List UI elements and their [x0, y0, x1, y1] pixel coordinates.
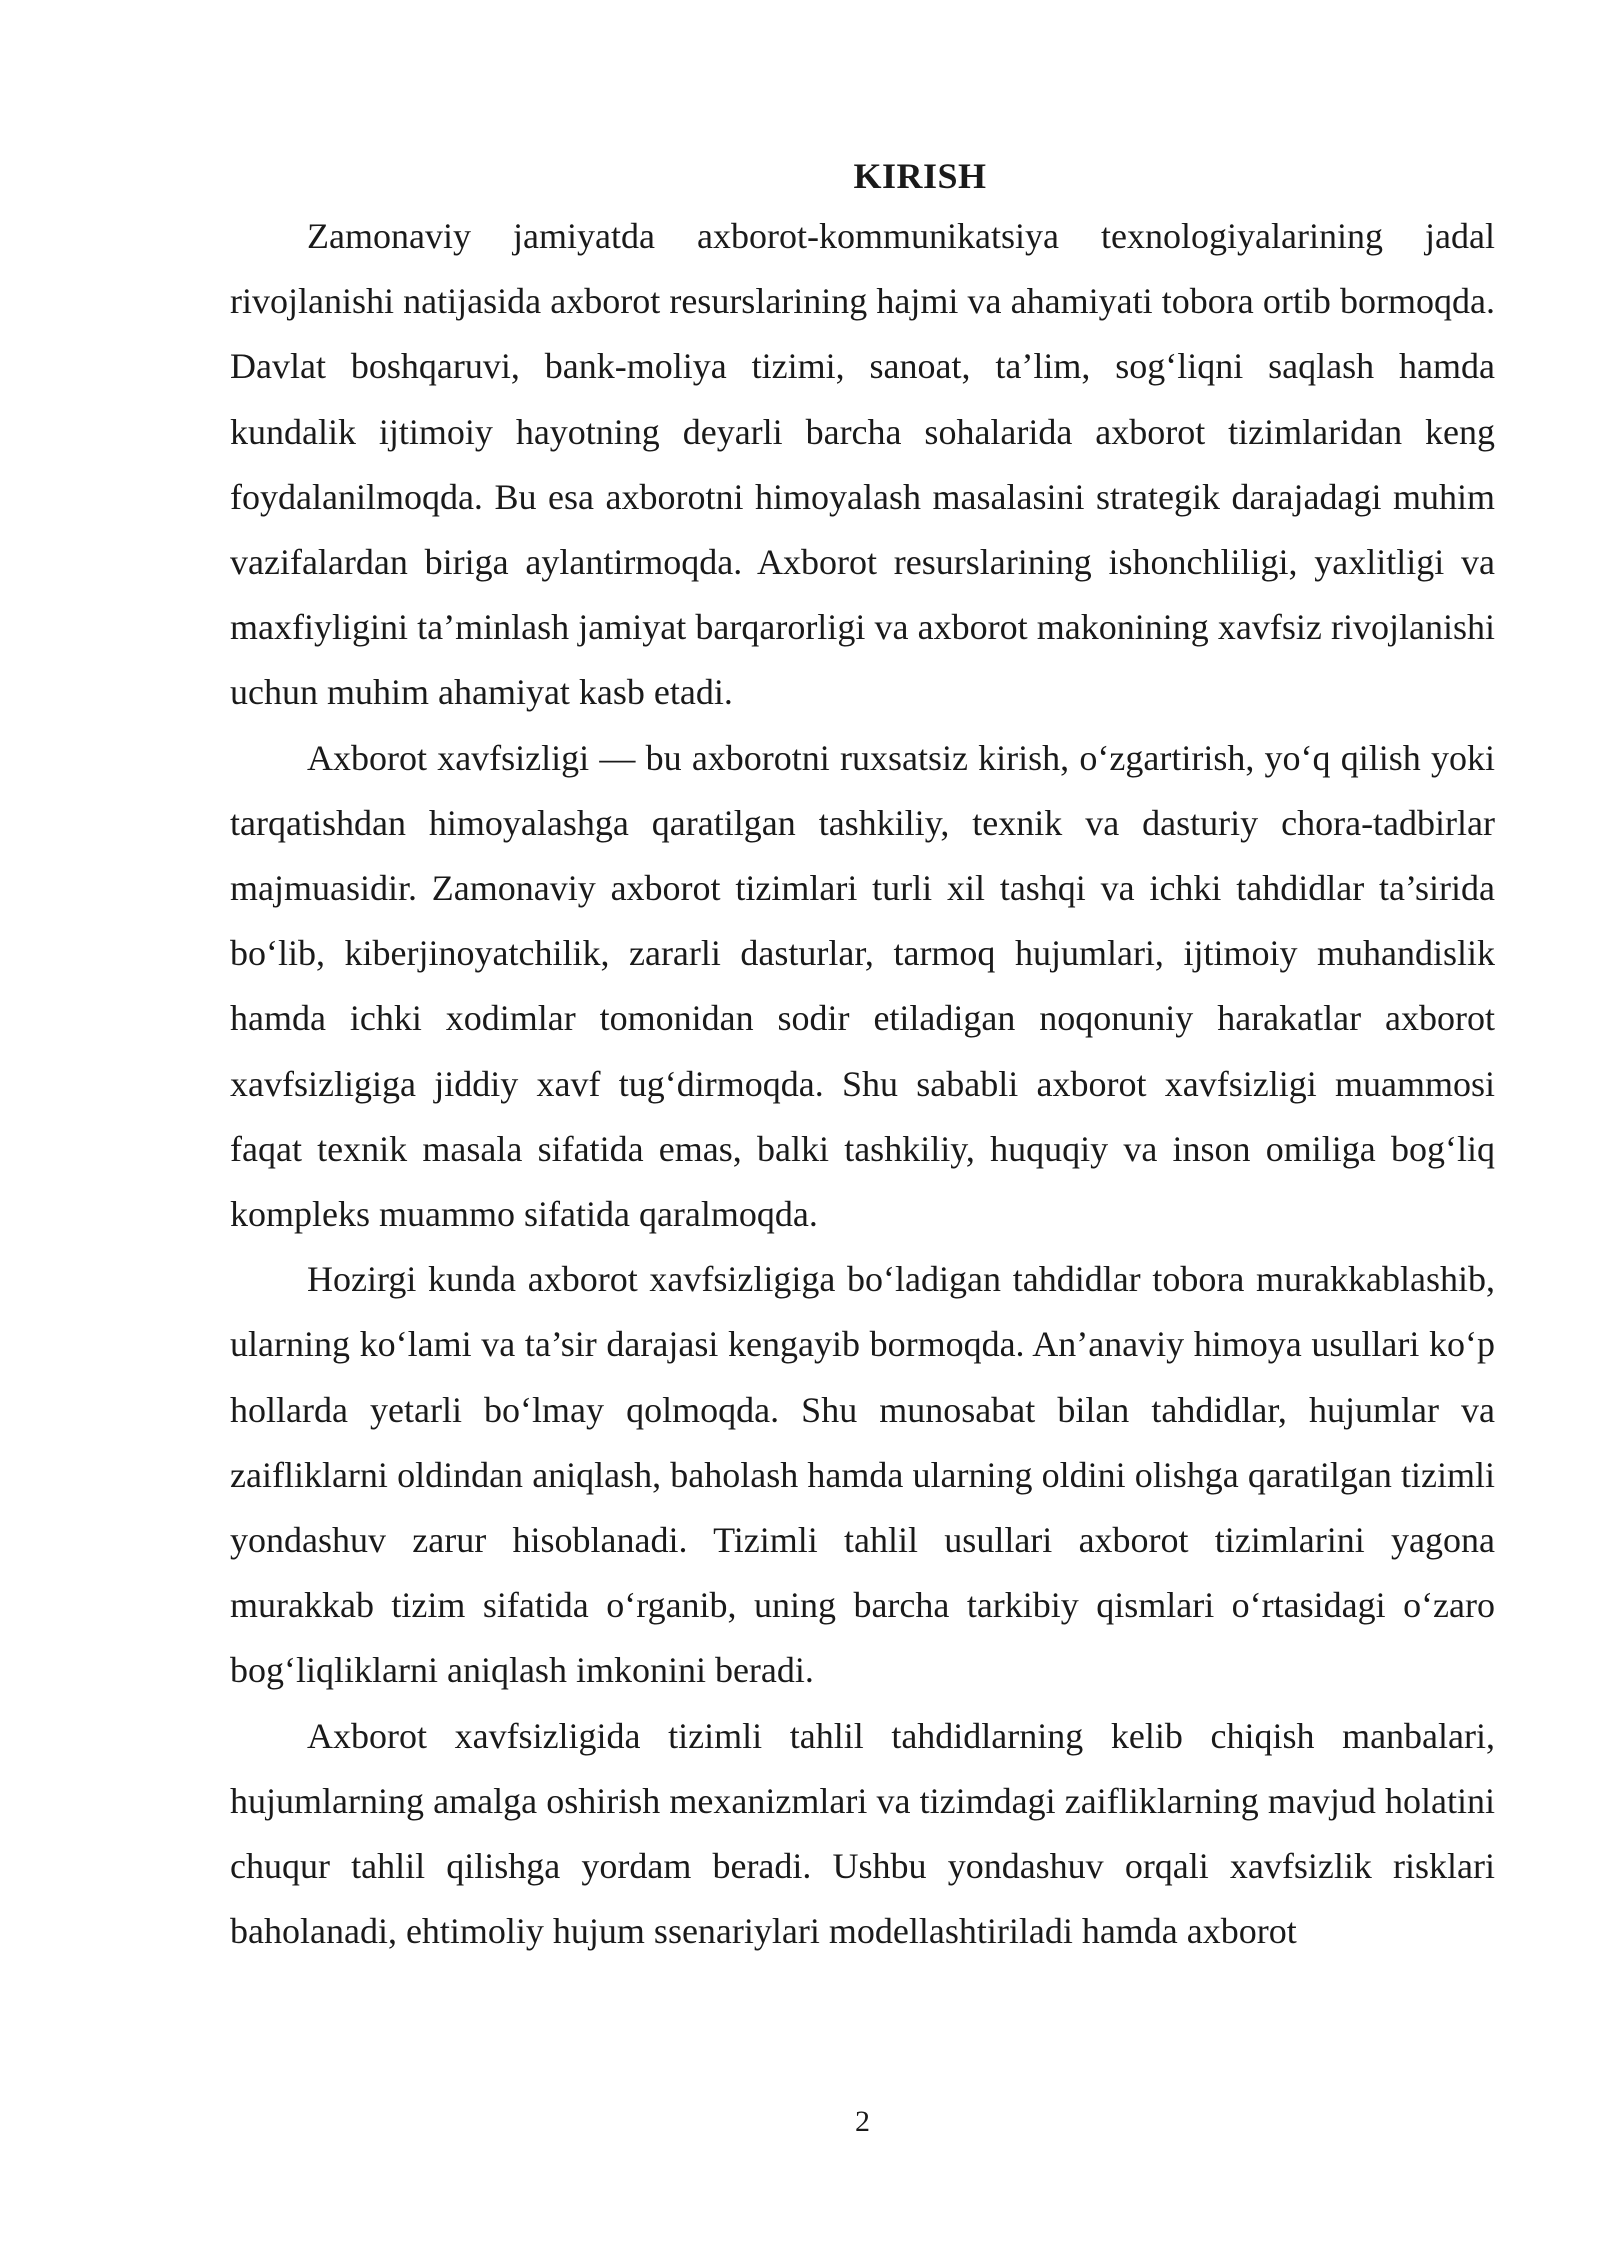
- paragraph-4: Axborot xavfsizligida tizimli tahlil tahdidlarning kelib chiqish manbalari, hujumlarning amalga oshirish mexanizmlari va tizimdagi zaifliklarning mavjud holatini chuqur tahlil qilishga yordam beradi. Ushbu yondashuv orqali xavfsizlik risklari baholanadi, ehtimoliy hujum ssenariylari modellashtiriladi hamda axborot: [230, 1715, 1495, 1952]
- page-number: 2: [855, 2105, 870, 2138]
- paragraph-1: Zamonaviy jamiyatda axborot-kommunikatsiya texnologiyalarining jadal rivojlanishi natijasida axborot resurslarining hajmi va ahamiyati tobora ortib bormoqda. Davlat boshqaruvi, bank-moliya tizimi, sanoat, ta’lim, sog‘liqni saqlash hamda kundalik ijtimoiy hayotning deyarli barcha sohalarida axborot tizimlaridan keng foydalanilmoqda. Bu esa axborotni himoyalash masalasini strategik darajadagi muhim vazifalardan biriga aylantirmoqda. Axborot resurslarining ishonchliligi, yaxlitligi va maxfiyligini ta’minlash jamiyat barqarorligi va axborot makonining xavfsiz rivojlanishi uchun muhim ahamiyat kasb etadi.: [230, 216, 1495, 713]
- paragraph-3: Hozirgi kunda axborot xavfsizligiga bo‘ladigan tahdidlar tobora murakkablashib, ularning ko‘lami va ta’sir darajasi kengayib bormoqda. An’anaviy himoya usullari ko‘p hollarda yetarli bo‘lmay qolmoqda. Shu munosabat bilan tahdidlar, hujumlar va zaifliklarni oldindan aniqlash, baholash hamda ularning oldini olishga qaratilgan tizimli yondashuv zarur hisoblanadi. Tizimli tahlil usullari axborot tizimlarini yagona murakkab tizim sifatida o‘rganib, uning barcha tarkibiy qismlari o‘rtasidagi o‘zaro bog‘liqliklarni aniqlash imkonini beradi.: [230, 1259, 1495, 1691]
- document-body: [230, 148, 1495, 1964]
- paragraph-2: Axborot xavfsizligi — bu axborotni ruxsatsiz kirish, o‘zgartirish, yo‘q qilish yoki tarqatishdan himoyalashga qaratilgan tashkiliy, texnik va dasturiy chora-tadbirlar majmuasidir. Zamonaviy axborot tizimlari turli xil tashqi va ichki tahdidlar ta’sirida bo‘lib, kiberjinoyatchilik, zararli dasturlar, tarmoq hujumlari, ijtimoiy muhandislik hamda ichki xodimlar tomonidan sodir etiladigan noqonuniy harakatlar axborot xavfsizligiga jiddiy xavf tug‘dirmoqda. Shu sababli axborot xavfsizligi muammosi faqat texnik masala sifatida emas, balki tashkiliy, huquqiy va inson omiliga bog‘liq kompleks muammo sifatida qaralmoqda.: [230, 737, 1495, 1235]
- section-title: KIRISH: [853, 156, 987, 196]
